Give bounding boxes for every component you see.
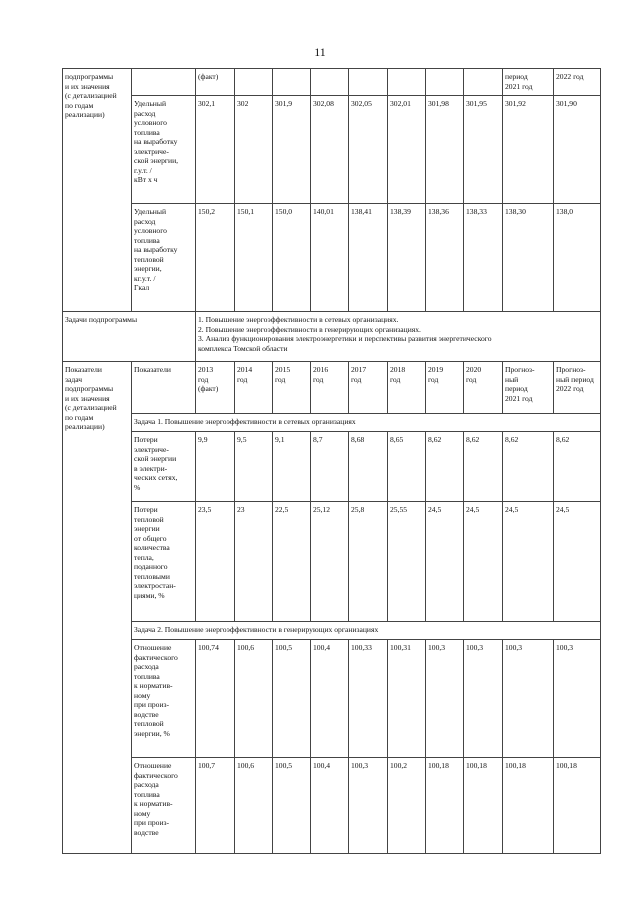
value-cell: 100,18 bbox=[426, 758, 464, 854]
value-cell: 9,1 bbox=[273, 432, 311, 502]
value-cell: 8,62 bbox=[464, 432, 503, 502]
value-cell: 301,9 bbox=[273, 96, 311, 204]
header-cell: период 2021 год bbox=[503, 69, 554, 96]
program-table bbox=[62, 68, 601, 854]
year-header: 2015 год bbox=[273, 362, 311, 414]
value-cell: 100,18 bbox=[464, 758, 503, 854]
value-cell: 100,6 bbox=[235, 758, 273, 854]
value-cell: 100,2 bbox=[388, 758, 426, 854]
year-header: Прогноз- ный период 2022 год bbox=[554, 362, 601, 414]
indicator-name: Удельный расход условного топлива на выработку электриче- ской энергии, г.у.т. / кВт х ч bbox=[132, 96, 196, 204]
value-cell: 9,9 bbox=[196, 432, 235, 502]
value-cell: 140,01 bbox=[311, 204, 349, 312]
value-cell: 302,08 bbox=[311, 96, 349, 204]
value-cell: 138,36 bbox=[426, 204, 464, 312]
table-row bbox=[63, 96, 601, 204]
value-cell: 100,33 bbox=[349, 640, 388, 758]
value-cell: 100,6 bbox=[235, 640, 273, 758]
value-cell: 301,98 bbox=[426, 96, 464, 204]
header-cell bbox=[311, 69, 349, 96]
block1 bbox=[63, 69, 601, 312]
value-cell: 23 bbox=[235, 502, 273, 622]
value-cell: 100,31 bbox=[388, 640, 426, 758]
task-title-row bbox=[63, 414, 601, 432]
value-cell: 25,8 bbox=[349, 502, 388, 622]
value-cell: 25,55 bbox=[388, 502, 426, 622]
value-cell: 24,5 bbox=[426, 502, 464, 622]
value-cell: 150,2 bbox=[196, 204, 235, 312]
indicator-name: Отношение фактического расхода топлива к норматив- ному при произ- водстве bbox=[132, 758, 196, 854]
value-cell: 100,18 bbox=[503, 758, 554, 854]
value-cell: 24,5 bbox=[464, 502, 503, 622]
value-cell: 8,62 bbox=[503, 432, 554, 502]
header-cell bbox=[235, 69, 273, 96]
value-cell: 100,18 bbox=[554, 758, 601, 854]
value-cell: 100,4 bbox=[311, 640, 349, 758]
value-cell: 150,1 bbox=[235, 204, 273, 312]
header-cell bbox=[464, 69, 503, 96]
value-cell: 100,4 bbox=[311, 758, 349, 854]
value-cell: 8,7 bbox=[311, 432, 349, 502]
year-header: 2020 год bbox=[464, 362, 503, 414]
value-cell: 100,3 bbox=[464, 640, 503, 758]
year-header: 2014 год bbox=[235, 362, 273, 414]
value-cell: 302,01 bbox=[388, 96, 426, 204]
year-header: 2019 год bbox=[426, 362, 464, 414]
header-cell bbox=[349, 69, 388, 96]
value-cell: 138,30 bbox=[503, 204, 554, 312]
header-cell: 2022 год bbox=[554, 69, 601, 96]
table-row bbox=[63, 432, 601, 502]
tasks-label: Задачи подпрограммы bbox=[63, 312, 196, 362]
value-cell: 8,62 bbox=[554, 432, 601, 502]
value-cell: 301,90 bbox=[554, 96, 601, 204]
year-header: Прогноз- ный период 2021 год bbox=[503, 362, 554, 414]
indicator-name: Отношение фактического расхода топлива к норматив- ному при произ- водстве тепловой энергии, % bbox=[132, 640, 196, 758]
value-cell: 301,92 bbox=[503, 96, 554, 204]
value-cell: 138,41 bbox=[349, 204, 388, 312]
block1-label: подпрограммы и их значения (с детализацией по годам реализации) bbox=[63, 69, 132, 312]
table-row bbox=[63, 502, 601, 622]
block2 bbox=[63, 362, 601, 854]
table-row bbox=[63, 758, 601, 854]
value-cell: 100,5 bbox=[273, 640, 311, 758]
value-cell: 8,68 bbox=[349, 432, 388, 502]
value-cell: 302,05 bbox=[349, 96, 388, 204]
value-cell: 302 bbox=[235, 96, 273, 204]
block1-header-row bbox=[63, 69, 601, 96]
tasks-block bbox=[63, 312, 601, 362]
value-cell: 138,0 bbox=[554, 204, 601, 312]
value-cell: 100,5 bbox=[273, 758, 311, 854]
value-cell: 25,12 bbox=[311, 502, 349, 622]
block2-label: Показатели задач подпрограммы и их значения (с детализацией по годам реализации) bbox=[63, 362, 132, 854]
year-header: 2018 год bbox=[388, 362, 426, 414]
header-cell bbox=[426, 69, 464, 96]
indicator-name: Потери электриче- ской энергии в электри- ческих сетях, % bbox=[132, 432, 196, 502]
page-number: 11 bbox=[314, 45, 326, 59]
year-header: 2017 год bbox=[349, 362, 388, 414]
year-header: 2013 год (факт) bbox=[196, 362, 235, 414]
value-cell: 301,95 bbox=[464, 96, 503, 204]
tasks-text: 1. Повышение энергоэффективности в сетевых организациях. 2. Повышение энергоэффективности в генерирующих организациях. 3. Анализ функционирования электроэнергетики и перспективы развития энергетического комплекса Томской области bbox=[196, 312, 601, 362]
task-2-title: Задача 2. Повышение энергоэффективности в генерирующих организациях bbox=[132, 622, 601, 640]
value-cell: 302,1 bbox=[196, 96, 235, 204]
value-cell: 138,39 bbox=[388, 204, 426, 312]
value-cell: 9,5 bbox=[235, 432, 273, 502]
value-cell: 100,7 bbox=[196, 758, 235, 854]
header-cell: (факт) bbox=[196, 69, 235, 96]
value-cell: 100,3 bbox=[426, 640, 464, 758]
block2-header-row bbox=[63, 362, 601, 414]
value-cell: 23,5 bbox=[196, 502, 235, 622]
table-row bbox=[63, 640, 601, 758]
value-cell: 100,74 bbox=[196, 640, 235, 758]
value-cell: 100,3 bbox=[503, 640, 554, 758]
value-cell: 22,5 bbox=[273, 502, 311, 622]
value-cell: 24,5 bbox=[554, 502, 601, 622]
value-cell: 8,65 bbox=[388, 432, 426, 502]
value-cell: 138,33 bbox=[464, 204, 503, 312]
year-header: 2016 год bbox=[311, 362, 349, 414]
value-cell: 8,62 bbox=[426, 432, 464, 502]
indicator-name: Потери тепловой энергии от общего количества тепла, поданного тепловыми электростан- циями, % bbox=[132, 502, 196, 622]
tasks-row bbox=[63, 312, 601, 362]
task-title-row bbox=[63, 622, 601, 640]
value-cell: 24,5 bbox=[503, 502, 554, 622]
value-cell: 100,3 bbox=[554, 640, 601, 758]
header-cell bbox=[273, 69, 311, 96]
value-cell: 100,3 bbox=[349, 758, 388, 854]
task-1-title: Задача 1. Повышение энергоэффективности в сетевых организациях bbox=[132, 414, 601, 432]
table-row bbox=[63, 204, 601, 312]
column-label: Показатели bbox=[132, 362, 196, 414]
block1-empty-cell bbox=[132, 69, 196, 96]
indicator-name: Удельный расход условного топлива на выработку тепловой энергии, кг.у.т. / Гкал bbox=[132, 204, 196, 312]
header-cell bbox=[388, 69, 426, 96]
value-cell: 150,0 bbox=[273, 204, 311, 312]
